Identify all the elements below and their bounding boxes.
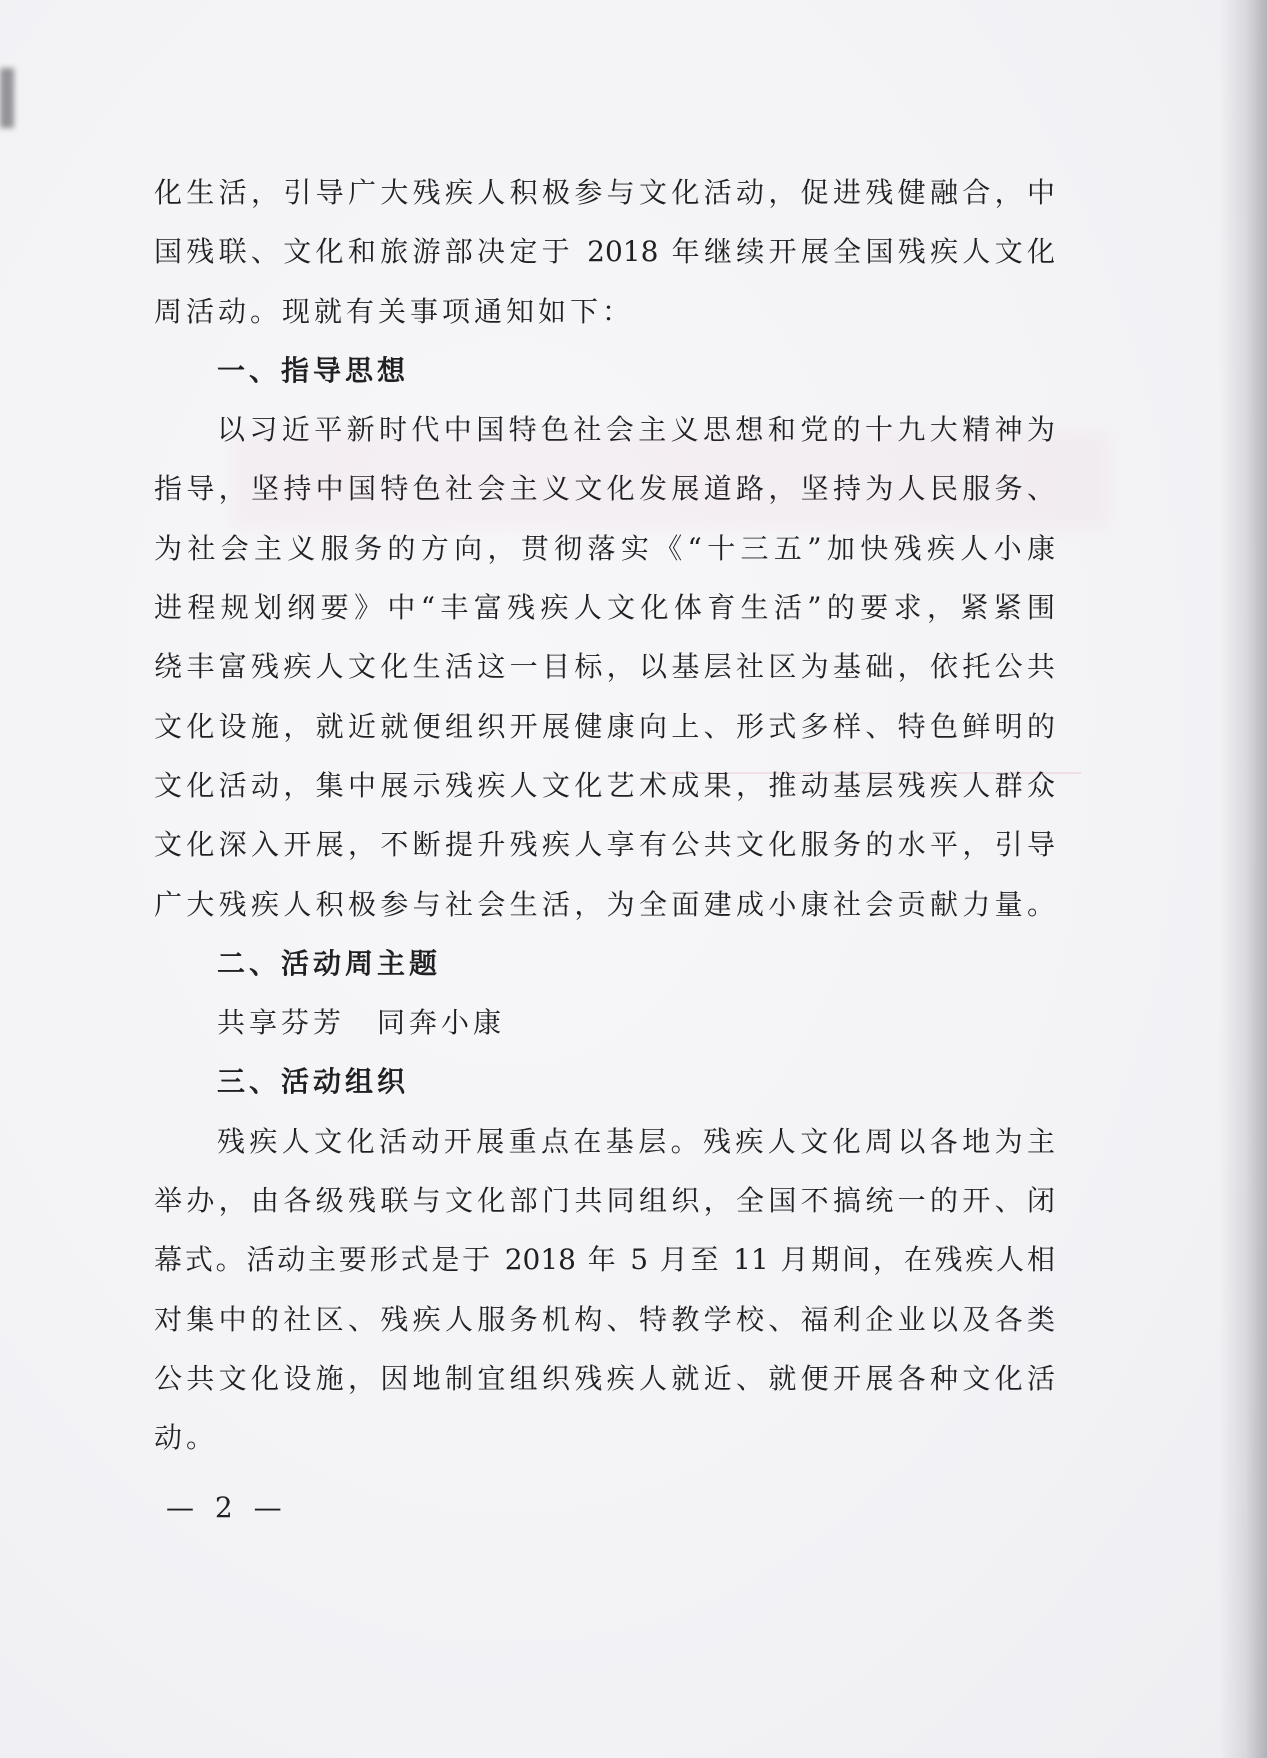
paragraph-line: 指导，坚持中国特色社会主义文化发展道路，坚持为人民服务、 [154,472,1055,506]
paragraph-line: 对集中的社区、残疾人服务机构、特教学校、福利企业以及各类 [154,1302,1055,1336]
paragraph-line: 化生活，引导广大残疾人积极参与文化活动，促进残健融合，中 [154,176,1055,209]
theme-line: 共享芬芳 同奔小康 [217,1006,506,1040]
paragraph-line: 文化深入开展，不断提升残疾人享有公共文化服务的水平，引导 [154,828,1055,862]
section-heading: 一、指导思想 [217,353,410,387]
scan-smudge [0,68,14,128]
paragraph-line: 举办，由各级残联与文化部门共同组织，全国不搞统一的开、闭 [154,1184,1055,1218]
paragraph-line: 国残联、文化和旅游部决定于 2018 年继续开展全国残疾人文化 [154,235,1055,269]
section-heading: 二、活动周主题 [217,946,442,980]
section-heading: 三、活动组织 [217,1065,410,1099]
paragraph-line: 公共文化设施，因地制宜组织残疾人就近、就便开展各种文化活 [154,1361,1055,1395]
paragraph-line: 周活动。现就有关事项通知如下： [154,294,635,328]
paragraph-line: 绕丰富残疾人文化生活这一目标，以基层社区为基础，依托公共 [154,650,1055,684]
paragraph-line: 幕式。活动主要形式是于 2018 年 5 月至 11 月期间，在残疾人相 [154,1243,1055,1277]
paragraph-line: 文化活动，集中展示残疾人文化艺术成果，推动基层残疾人群众 [154,768,1055,802]
document-body [154,163,1055,1468]
page-edge-shadow [1219,0,1267,1758]
paragraph-line: 动。 [154,1421,219,1455]
intro-paragraph [154,163,1055,341]
paragraph-line: 广大残疾人积极参与社会生活，为全面建成小康社会贡献力量。 [154,887,1055,921]
paragraph-line: 进程规划纲要》中“丰富残疾人文化体育生活”的要求，紧紧围 [154,591,1055,625]
paragraph-line: 为社会主义服务的方向，贯彻落实《“十三五”加快残疾人小康 [154,531,1055,565]
section-activity-organization [154,1052,1055,1467]
paragraph-line: 文化设施，就近就便组织开展健康向上、形式多样、特色鲜明的 [154,709,1055,743]
paragraph-line: 残疾人文化活动开展重点在基层。残疾人文化周以各地为主 [217,1124,1055,1158]
section-activity-week-theme [154,934,1055,1053]
paragraph-line: 以习近平新时代中国特色社会主义思想和党的十九大精神为 [217,413,1055,447]
page-number: — 2 — [166,1491,288,1524]
section-guiding-ideology [154,341,1055,934]
